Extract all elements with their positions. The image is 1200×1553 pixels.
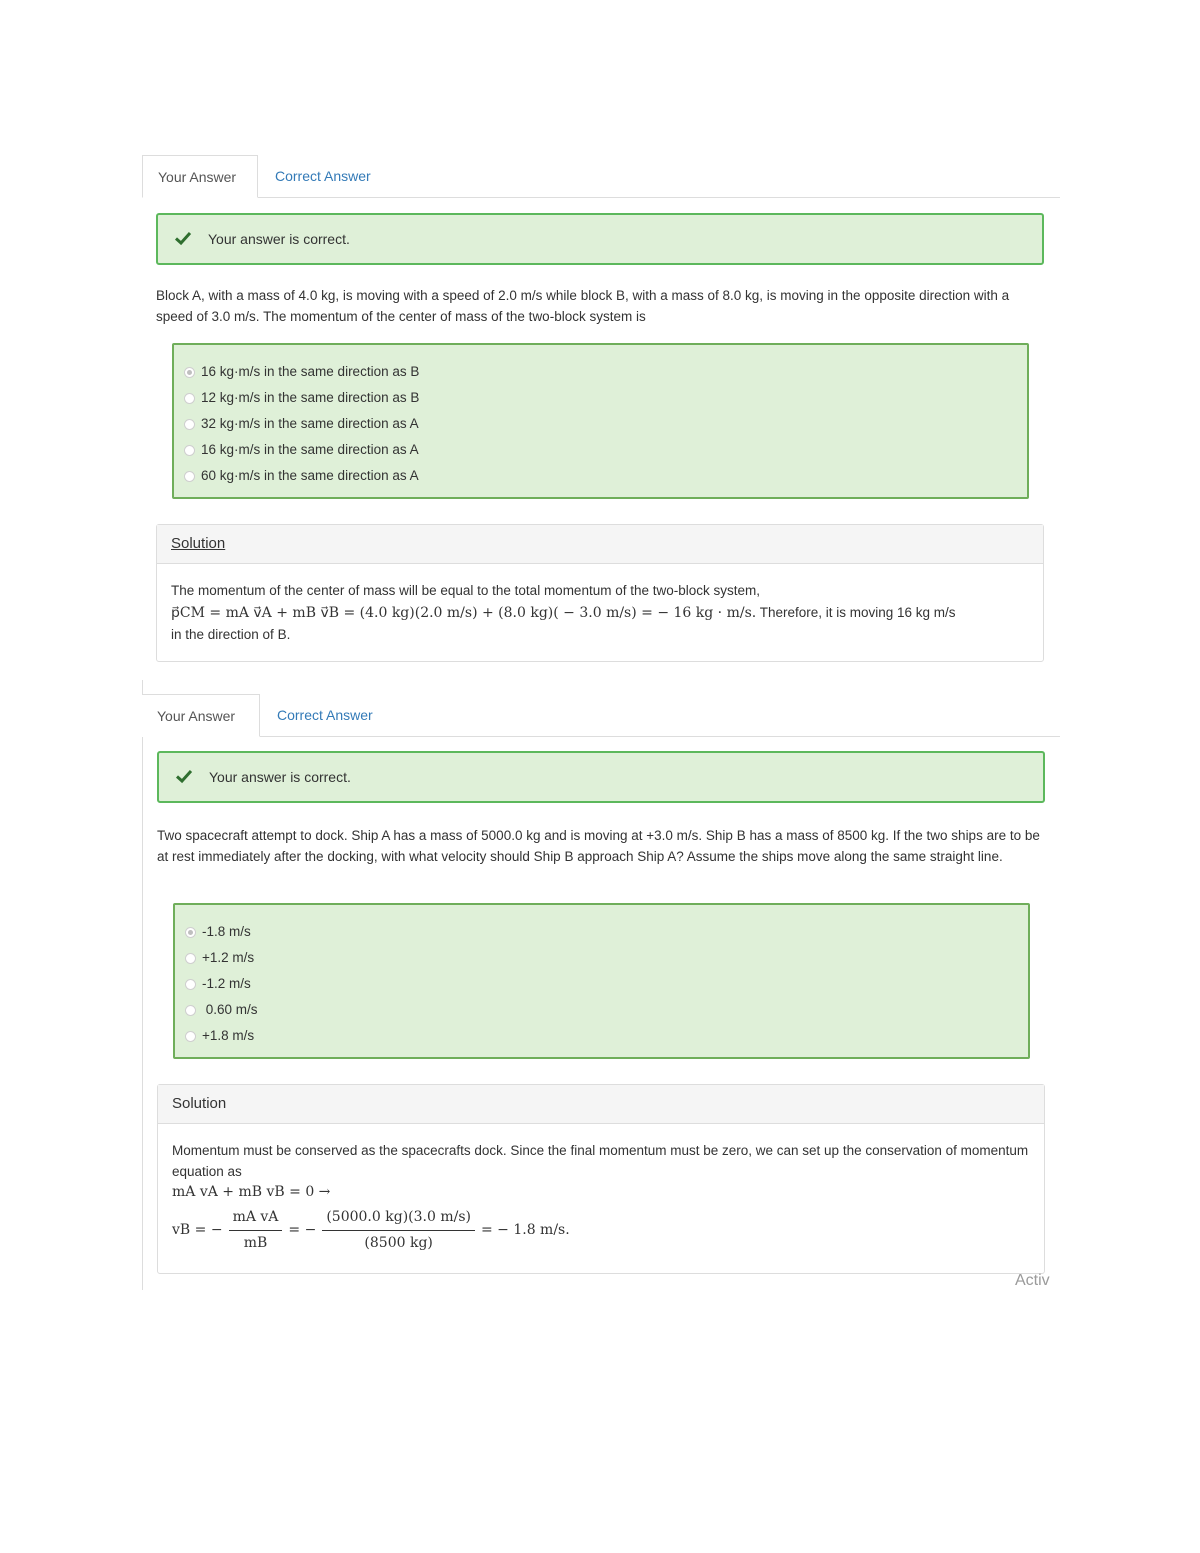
solution-intro: The momentum of the center of mass will be equal to the total momentum of the two-block system, [171,583,761,598]
solution-title: Solution [157,525,1043,564]
radio-button[interactable] [185,1031,196,1042]
fraction-numerator: (5000.0 kg)(3.0 m/s) [322,1207,475,1231]
option-label: +1.8 m/s [202,1028,255,1043]
solution-equation [171,602,1029,624]
radio-button[interactable] [184,367,195,378]
option-label: 60 kg·m/s in the same direction as A [201,468,419,483]
question-text: Block A, with a mass of 4.0 kg, is moving with a speed of 2.0 m/s while block B, with a mass of 8.0 kg, is moving in the opposite direction with a speed of 3.0 m/s. The momentum of the center of mass of the two-block system is [156,288,1010,324]
tab-correct-answer[interactable]: Correct Answer [275,168,371,184]
mass-ratio-fraction [229,1207,283,1254]
check-icon [174,229,192,247]
answer-options [173,903,1030,1059]
fraction-denominator: (8500 kg) [364,1235,433,1251]
feedback-text: Your answer is correct. [209,769,351,785]
option-3[interactable] [185,971,1018,997]
solution-title: Solution [158,1085,1044,1124]
option-2[interactable] [185,945,1018,971]
option-label: -1.8 m/s [202,924,251,939]
question-block-2 [142,694,1060,1279]
solution-intro: Momentum must be conserved as the spacecrafts dock. Since the final momentum must be zero, we can set up the conservation of momentum equation as [172,1143,1029,1179]
option-label: 0.60 m/s [202,1002,258,1017]
radio-button[interactable] [184,419,195,430]
option-1[interactable] [185,919,1018,945]
check-icon [175,767,193,785]
option-label: -1.2 m/s [202,976,251,991]
option-4[interactable] [184,437,1017,463]
option-5[interactable] [184,463,1017,489]
velocity-equation [172,1207,1030,1254]
correct-feedback-alert [157,751,1045,803]
tab-correct-answer[interactable]: Correct Answer [277,707,373,723]
radio-button[interactable] [185,1005,196,1016]
velocity-lhs: vB = − [172,1222,223,1238]
solution-conclusion: Therefore, it is moving 16 kg m/s [759,605,956,620]
question-block-1 [142,155,1060,665]
radio-button[interactable] [184,393,195,404]
option-4[interactable] [185,997,1018,1023]
answer-options [172,343,1029,499]
radio-button[interactable] [185,927,196,938]
option-5[interactable] [185,1023,1018,1049]
fraction-numerator: mA vA [229,1207,283,1231]
option-label: 32 kg·m/s in the same direction as A [201,416,419,431]
equals-minus: = − [288,1222,317,1238]
option-label: 16 kg·m/s in the same direction as B [201,364,420,379]
solution-panel [157,1084,1045,1274]
fraction-denominator: mB [243,1235,268,1251]
numeric-fraction [322,1207,475,1254]
solution-panel [156,524,1044,662]
question-text: Two spacecraft attempt to dock. Ship A has a mass of 5000.0 kg and is moving at +3.0 m/s. Ship B has a mass of 8500 kg. If the two ships are to be at rest immediately after the docking, with what velocity should Ship B approach Ship A? Assume the ships move along the same straight line. [157,828,1040,864]
solution-body [157,564,1043,660]
option-3[interactable] [184,411,1017,437]
option-label: +1.2 m/s [202,950,255,965]
correct-feedback-alert [156,213,1044,265]
velocity-result: = − 1.8 m/s. [480,1222,570,1238]
activation-watermark: Activ [1015,1272,1050,1289]
tab-your-answer[interactable]: Your Answer [142,155,258,198]
radio-button[interactable] [184,445,195,456]
tab-your-answer[interactable]: Your Answer [142,694,260,737]
conservation-equation: mA vA + mB vB = 0 → [172,1184,331,1200]
answer-tabs [142,694,1060,737]
answer-tabs [142,155,1060,198]
option-2[interactable] [184,385,1017,411]
feedback-text: Your answer is correct. [208,231,350,247]
radio-button[interactable] [185,979,196,990]
radio-button[interactable] [184,471,195,482]
radio-button[interactable] [185,953,196,964]
momentum-equation: p⃗CM = mA v⃗A + mB v⃗B = (4.0 kg)(2.0 m/s) + (8.0 kg)( − 3.0 m/s) = − 16 kg · m/s. [171,605,757,621]
solution-body [158,1124,1044,1268]
option-1[interactable] [184,359,1017,385]
solution-end: in the direction of B. [171,627,291,642]
option-label: 16 kg·m/s in the same direction as A [201,442,419,457]
option-label: 12 kg·m/s in the same direction as B [201,390,420,405]
